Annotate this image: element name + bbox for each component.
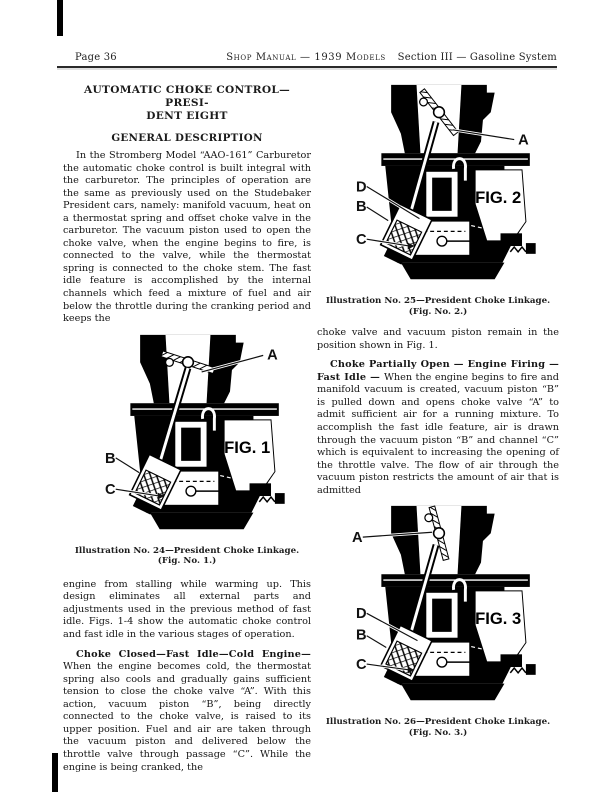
manual-title: Shop Manual — 1939 Models (226, 52, 386, 63)
section-title: Section III — Gasoline System (397, 52, 557, 63)
paragraph-body: When the engine begins to fire and manifold vacuum is created, vacuum piston “B” is pulled down and opens choke valve “A” to admit sufficient air for a running mixture. To accomplish the fast idle feature, air is drawn through the vacuum piston “B” and channel “C” which is equivalent to increasing the opening of the throttle valve. The flow of air through the vacuum piston restricts the amount of air that is admitted (317, 371, 559, 496)
carburetor-body (376, 85, 535, 279)
callout-label-A: A (351, 530, 363, 547)
paragraph-continuation: choke valve and vacuum piston remain in the position shown in Fig. 1. (317, 327, 559, 351)
caption-line1: Illustration No. 26—President Choke Linkage. (325, 717, 551, 728)
callout-leader-B (366, 636, 386, 648)
figure-illustration-26 (317, 500, 559, 714)
scan-mark-bottom (52, 753, 58, 792)
choke-shaft (182, 356, 193, 367)
choke-shaft (433, 107, 444, 118)
callout-label-C: C (104, 481, 116, 498)
caption-line2: (Fig. No. 2.) (408, 306, 468, 317)
figure-caption-24 (63, 546, 311, 567)
figure-number-label: FIG. 2 (474, 188, 521, 208)
throttle-shaft (437, 236, 447, 246)
callout-label-C: C (355, 232, 367, 249)
callout-leader-B (366, 207, 387, 221)
callout-label-D: D (355, 179, 367, 196)
right-column (317, 76, 559, 738)
paragraph-body: When the engine becomes cold, the thermostat spring also cools and gradually gains sufficient tension to close the choke valve “A”. With this action, vacuum piston “B”, being directly connected to the choke valve, is raised to its upper position. Fuel and air are taken through the vacuum piston and delivered below the throttle valve through passage “C”. While the engine is being cranked, the (63, 661, 311, 773)
base-flange (149, 512, 253, 529)
paragraph-choke-partially-open (317, 359, 559, 497)
idle-adjust-block (500, 655, 521, 668)
callout-label-B: B (355, 198, 367, 215)
caption-line2: (Fig. No. 3.) (408, 727, 468, 738)
idle-adjust-block (249, 483, 270, 496)
caption-line1: Illustration No. 25—President Choke Linkage. (325, 296, 551, 306)
choke-linkage-diagram (325, 500, 552, 710)
throttle-shaft (186, 486, 196, 496)
paragraph-intro: In the Stromberg Model “AAO-161” Carburetor the automatic choke control is built integral with the carburetor. The principles of operation are the same as previously used on the Studebaker President cars, namely: manifold vacuum, heat on a thermostat spring and offset choke valve in the carburetor. The vacuum piston used to open the choke valve, when the engine begins to fire, is connected to the valve, while the thermostat spring is connected to the choke stem. The fast idle feature is accomplished by the internal channels which feed a mixture of fuel and air below the throttle during the cranking period and keeps the (63, 150, 311, 325)
caption-line2: (Fig. No. 1.) (157, 556, 217, 567)
header-rule (57, 66, 557, 68)
article-title-line2: DENT EIGHT (146, 110, 228, 122)
article-title (63, 84, 311, 123)
general-description-heading: GENERAL DESCRIPTION (111, 132, 263, 144)
figure-illustration-24 (63, 329, 311, 543)
callout-leader-B (115, 458, 138, 473)
callout-label-D: D (355, 606, 367, 623)
idle-adjust-block (500, 233, 521, 246)
callout-label-A: A (266, 346, 278, 363)
figure-caption-25 (317, 296, 559, 317)
figure-number-label: FIG. 1 (223, 437, 270, 457)
callout-label-B: B (104, 450, 116, 467)
adjust-spring (259, 497, 275, 502)
figure-caption-26 (317, 717, 559, 738)
article-title-line1: AUTOMATIC CHOKE CONTROL—PRESI- (83, 84, 291, 109)
adjust-spring (510, 668, 526, 673)
left-column (63, 84, 311, 774)
choke-linkage-diagram (74, 329, 301, 539)
caption-line1: Illustration No. 24—President Choke Linkage. (74, 545, 300, 556)
adjust-spring (510, 247, 526, 252)
callout-label-A: A (517, 132, 529, 149)
carburetor-body (125, 335, 284, 529)
choke-shaft (433, 528, 444, 539)
figure-number-label: FIG. 3 (474, 609, 521, 629)
throttle-shaft (437, 658, 447, 668)
base-flange (400, 684, 504, 701)
paragraph-continuation: engine from stalling while warming up. This design eliminates all external parts and adjustments used in the previous method of fast idle. Figs. 1-4 show the automatic choke control and fast idle in the various stages of operation. (63, 578, 311, 641)
page-number: Page 36 (75, 52, 117, 63)
paragraph-choke-closed (63, 649, 311, 774)
base-flange (400, 263, 504, 280)
callout-label-B: B (355, 627, 367, 644)
paragraph-lead: Choke Partially Open — Engine Firing — Fast Idle — (317, 359, 559, 383)
choke-linkage-diagram (325, 79, 552, 289)
figure-illustration-25 (317, 79, 559, 293)
scan-mark-top (57, 0, 63, 36)
paragraph-lead: Choke Closed—Fast Idle—Cold Engine— (76, 648, 311, 660)
callout-label-C: C (355, 657, 367, 674)
